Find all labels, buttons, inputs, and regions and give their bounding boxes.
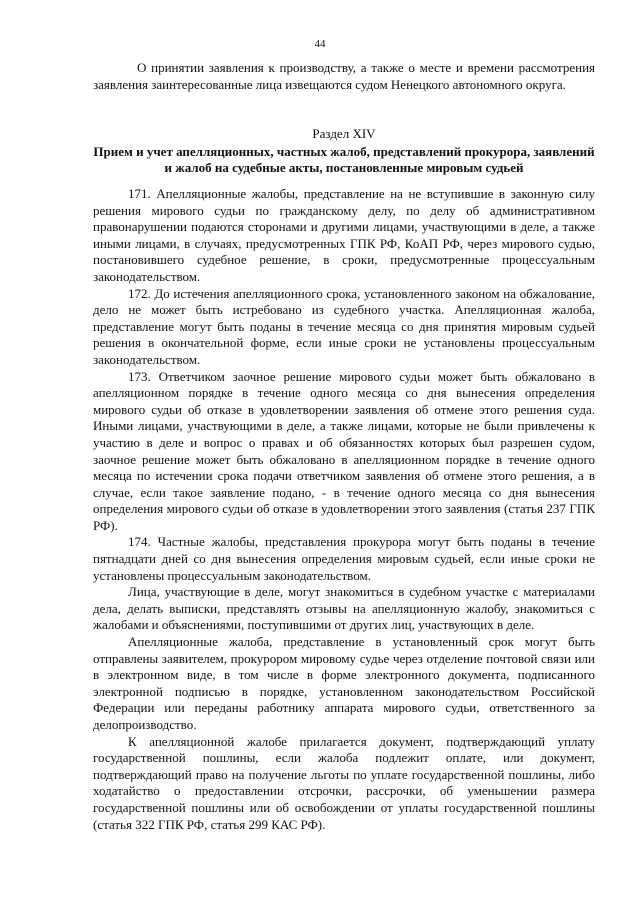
paragraph-participants: Лица, участвующие в деле, могут знакомиться в судебном участке с материалами дела, делать выписки, представлять отзывы на апелляционную жалобу, знакомиться с жалобами и объяснениями, поступившими от других лиц, участвующих в деле.	[93, 584, 595, 633]
paragraph-172: 172. До истечения апелляционного срока, установленного законом на обжалование, дело не может быть истребовано из судебного участка. Апелляционная жалоба, представление могут быть поданы в течение месяца со дня принятия мировым судьей решения в окончательной форме, если иные сроки не установлены процессуальным законодательством.	[93, 285, 595, 367]
paragraph-173: 173. Ответчиком заочное решение мирового судьи может быть обжаловано в апелляционном порядке в течение одного месяца со дня вынесения определения мирового судьи об отказе в удовлетворении заявления об отмене этого решения суда. Иными лицами, участвующими в деле, а также лицами, которые не были привлечены к участию в деле и вопрос о правах и об обязанностях которых был разрешен судом, заочное решение может быть обжаловано в апелляционном порядке в течение одного месяца по истечении срока подачи ответчиком заявления об отмене этого решения, а в случае, если такое заявление подано, - в течение одного месяца со дня вынесения определения мирового судьи об отказе в удовлетворении этого заявления (статья 237 ГПК РФ).	[93, 368, 595, 533]
intro-block	[93, 60, 595, 93]
paragraph-submission: Апелляционные жалоба, представление в установленный срок могут быть отправлены заявителем, прокурором мировому судье через отделение почтовой связи или в электронном виде, в том числе в форме электронного документа, подписанного электронной подписью в порядке, установленном законодательством Российской Федерации или переданы работнику аппарата мирового судьи, ответственного за делопроизводство.	[93, 634, 595, 732]
paragraph-171: 171. Апелляционные жалобы, представление на не вступившие в законную силу решения мирового судьи по гражданскому делу, по делу об административном правонарушении подаются сторонами и другими лицами, участвующими в деле, а также иными лицами, в случаях, предусмотренных ГПК РФ, КоАП РФ, через мирового судью, постановившего судебное решение, в сроки, предусмотренные процессуальным законодательством.	[93, 186, 595, 284]
section-title: Раздел XIV	[312, 126, 376, 141]
paragraph-state-fee: К апелляционной жалобе прилагается документ, подтверждающий уплату государственной пошлины, если жалоба подлежит оплате, или документ, подтверждающий право на получение льготы по уплате государственной пошлины, либо ходатайство о предоставлении отсрочки, рассрочки, об уменьшении размера государственной пошлины или об освобождении от уплаты государственной пошлины (статья 322 ГПК РФ, статья 299 КАС РФ).	[93, 733, 595, 832]
section-body	[93, 186, 595, 833]
section-heading: Прием и учет апелляционных, частных жалоб, представлений прокурора, заявлений и жалоб на судебные акты, постановленные мировым судьей	[93, 144, 595, 176]
paragraph-174: 174. Частные жалобы, представления прокурора могут быть поданы в течение пятнадцати дней со дня вынесения определения мировым судьей, если иные сроки не установлены процессуальным законодательством.	[93, 534, 595, 583]
intro-paragraph: О принятии заявления к производству, а также о месте и времени рассмотрения заявления заинтересованные лица извещаются судом Ненецкого автономного округа.	[93, 60, 595, 92]
page-number: 44	[314, 38, 326, 50]
section-header	[93, 126, 595, 176]
